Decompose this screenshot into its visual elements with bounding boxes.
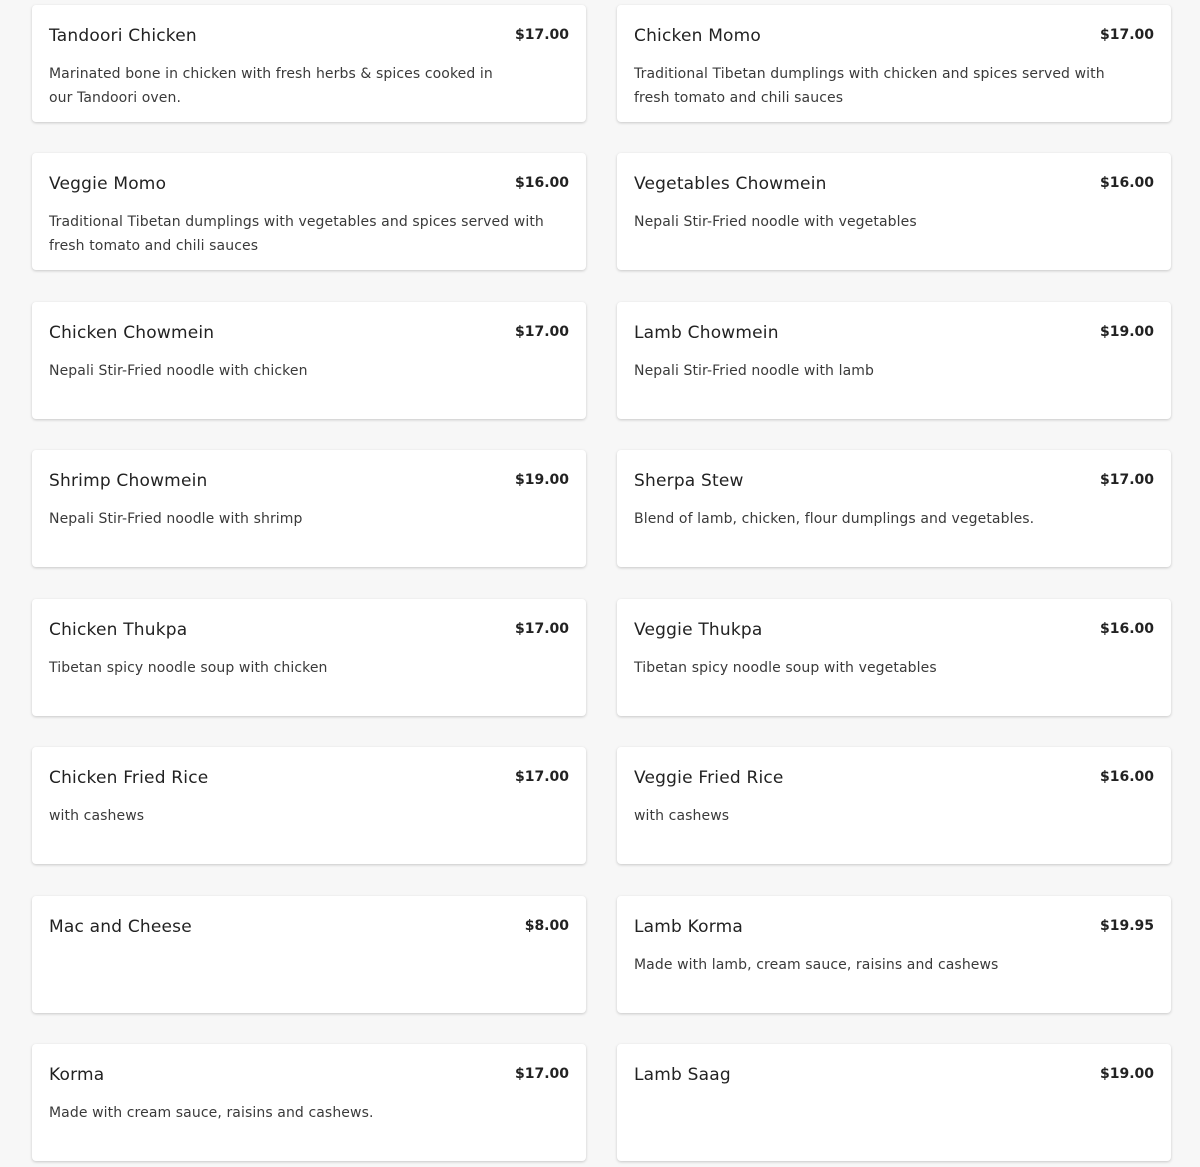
menu-item-description: with cashews (49, 808, 145, 824)
menu-item-description: Made with cream sauce, raisins and cashews. (49, 1105, 374, 1121)
menu-item-name: Lamb Korma (634, 917, 744, 937)
menu-item-name: Veggie Fried Rice (634, 768, 784, 788)
menu-item-price: $17.00 (514, 1066, 569, 1082)
menu-item-name: Chicken Thukpa (49, 620, 188, 640)
menu-item-description: Nepali Stir-Fried noodle with chicken (49, 363, 308, 379)
menu-item-name: Lamb Chowmein (634, 323, 779, 343)
menu-item-price: $16.00 (1099, 769, 1154, 785)
menu-item-price: $19.00 (1099, 1066, 1154, 1082)
menu-item-description: Traditional Tibetan dumplings with vegetables and spices served with fresh tomato and chili sauces (49, 214, 544, 254)
menu-item-description: Tibetan spicy noodle soup with chicken (49, 660, 328, 676)
menu-item-price: $17.00 (514, 324, 569, 340)
menu-item-price: $16.00 (1099, 175, 1154, 191)
menu-item-description: Nepali Stir-Fried noodle with lamb (634, 363, 874, 379)
menu-item-card[interactable] (617, 302, 1171, 419)
menu-item-description: Nepali Stir-Fried noodle with vegetables (634, 214, 917, 230)
menu-item-card[interactable] (32, 302, 586, 419)
menu-item-card[interactable] (617, 1044, 1171, 1161)
menu-item-card[interactable] (32, 599, 586, 716)
menu-item-card[interactable] (617, 450, 1171, 567)
menu-item-card[interactable] (32, 1044, 586, 1161)
menu-item-description: Marinated bone in chicken with fresh herbs & spices cooked in our Tandoori oven. (49, 66, 493, 106)
menu-item-name: Chicken Fried Rice (49, 768, 209, 788)
menu-item-name: Sherpa Stew (634, 471, 744, 491)
menu-item-description: Tibetan spicy noodle soup with vegetables (634, 660, 937, 676)
menu-item-card[interactable] (617, 896, 1171, 1013)
menu-item-description: Blend of lamb, chicken, flour dumplings and vegetables. (634, 511, 1035, 527)
menu-item-card[interactable] (32, 747, 586, 864)
menu-item-price: $17.00 (1099, 27, 1154, 43)
menu-item-description: with cashews (634, 808, 730, 824)
menu-item-price: $19.00 (514, 472, 569, 488)
menu-item-card[interactable] (617, 599, 1171, 716)
menu-item-name: Chicken Chowmein (49, 323, 215, 343)
menu-item-card[interactable] (617, 747, 1171, 864)
menu-item-name: Korma (49, 1065, 105, 1085)
menu-item-description: Traditional Tibetan dumplings with chicken and spices served with fresh tomato and chili sauces (634, 66, 1105, 106)
menu-item-name: Mac and Cheese (49, 917, 192, 937)
menu-item-card[interactable] (617, 153, 1171, 270)
menu-item-name: Veggie Momo (49, 174, 167, 194)
menu-item-price: $16.00 (514, 175, 569, 191)
menu-item-name: Shrimp Chowmein (49, 471, 208, 491)
menu-item-price: $19.00 (1099, 324, 1154, 340)
menu-item-price: $16.00 (1099, 621, 1154, 637)
menu-item-name: Chicken Momo (634, 26, 762, 46)
menu-item-card[interactable] (32, 450, 586, 567)
menu-item-price: $17.00 (1099, 472, 1154, 488)
menu-item-price: $8.00 (524, 918, 569, 934)
menu-item-description: Made with lamb, cream sauce, raisins and cashews (634, 957, 999, 973)
menu-item-card[interactable] (617, 5, 1171, 122)
menu-item-price: $17.00 (514, 621, 569, 637)
menu-item-name: Tandoori Chicken (49, 26, 197, 46)
menu-item-card[interactable] (32, 153, 586, 270)
menu-item-card[interactable] (32, 896, 586, 1013)
menu-item-description: Nepali Stir-Fried noodle with shrimp (49, 511, 303, 527)
menu-item-price: $17.00 (514, 769, 569, 785)
menu-item-price: $17.00 (514, 27, 569, 43)
menu-item-name: Veggie Thukpa (634, 620, 763, 640)
menu-item-name: Lamb Saag (634, 1065, 731, 1085)
menu-item-card[interactable] (32, 5, 586, 122)
menu-item-price: $19.95 (1099, 918, 1154, 934)
menu-item-name: Vegetables Chowmein (634, 174, 827, 194)
